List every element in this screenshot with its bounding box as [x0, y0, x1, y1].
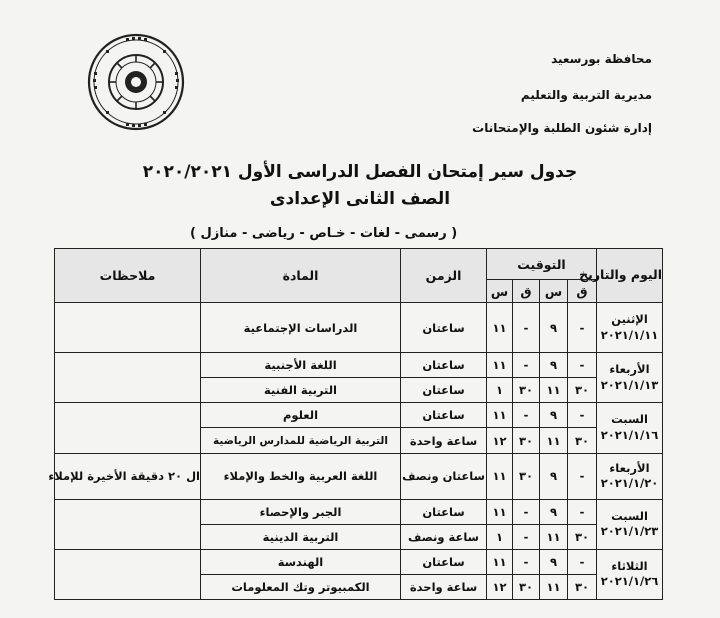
start-minutes: ٣٠	[568, 378, 597, 403]
header-notes: ملاحظات	[55, 249, 201, 303]
subject-cell: اللغة الأجنبية	[201, 353, 401, 378]
start-minutes: ٣٠	[568, 428, 597, 453]
official-seal-icon	[86, 32, 186, 132]
exam-date: ٢٠٢١/١/١٦	[600, 427, 659, 442]
start-minutes: -	[568, 353, 597, 378]
start-hour: ١١	[540, 574, 568, 599]
governorate-label: محافظة بورسعيد	[551, 52, 652, 66]
end-hour: ١١	[487, 453, 513, 499]
header-duration: الزمن	[401, 249, 487, 303]
day-name: الإثنين	[611, 312, 648, 327]
start-hour: ٩	[540, 353, 568, 378]
subject-cell: الجبر والإحصاء	[201, 499, 401, 524]
end-minutes: -	[513, 303, 540, 353]
schedule-table	[48, 248, 663, 600]
end-minutes: -	[513, 499, 540, 524]
department-label: إدارة شئون الطلبة والإمتحانات	[472, 121, 652, 135]
notes-cell	[55, 499, 201, 549]
subject-cell: العلوم	[201, 403, 401, 428]
start-hour: ٩	[540, 453, 568, 499]
end-hour: ١١	[487, 549, 513, 574]
school-tracks: ( رسمى - لغات - خـاص - رياضى - منازل )	[190, 226, 458, 241]
exam-date: ٢٠٢١/١/١١	[600, 327, 659, 342]
end-hour: ١١	[487, 499, 513, 524]
duration-cell: ساعة واحدة	[401, 574, 487, 599]
directorate-label: مديرية التربية والتعليم	[520, 88, 652, 102]
day-date-cell	[597, 499, 663, 549]
subject-cell: التربية الرياضية للمدارس الرياضية	[201, 428, 401, 453]
exam-date: ٢٠٢١/١/٢٦	[600, 574, 659, 589]
day-name: السبت	[611, 508, 648, 523]
header-subject: المادة	[201, 249, 401, 303]
end-hour: ١٢	[487, 428, 513, 453]
subject-cell: الدراسات الإجتماعية	[201, 303, 401, 353]
day-date-cell	[597, 303, 663, 353]
start-hour: ١١	[540, 428, 568, 453]
subject-cell: التربية الفنية	[201, 378, 401, 403]
end-hour: ١١	[487, 353, 513, 378]
duration-cell: ساعتان	[401, 353, 487, 378]
start-minutes: ٣٠	[568, 574, 597, 599]
day-date-cell	[597, 353, 663, 403]
subject-cell: الهندسة	[201, 549, 401, 574]
end-minutes: ٣٠	[513, 574, 540, 599]
exam-date: ٢٠٢١/١/٢٠	[600, 476, 659, 491]
end-hour: ١	[487, 378, 513, 403]
start-hour: ١١	[540, 524, 568, 549]
start-hour: ٩	[540, 499, 568, 524]
header-to-minutes: ق	[513, 280, 540, 303]
start-minutes: -	[568, 549, 597, 574]
duration-cell: ساعة ونصف	[401, 524, 487, 549]
table-row	[55, 499, 663, 524]
table-row	[55, 403, 663, 428]
duration-cell: ساعتان ونصف	[401, 453, 487, 499]
subject-cell: الكمبيوتر وتك المعلومات	[201, 574, 401, 599]
notes-cell	[55, 353, 201, 403]
end-minutes: -	[513, 353, 540, 378]
exam-date: ٢٠٢١/١/١٣	[600, 377, 659, 392]
end-hour: ١١	[487, 303, 513, 353]
start-minutes: -	[568, 453, 597, 499]
day-date-cell	[597, 549, 663, 599]
day-name: السبت	[611, 412, 648, 427]
duration-cell: ساعتان	[401, 378, 487, 403]
end-hour: ١٢	[487, 574, 513, 599]
notes-cell: ال ٢٠ دقيقة الأخيرة للإملاء	[55, 453, 201, 499]
header-from-hours: س	[540, 280, 568, 303]
subject-cell: التربية الدينية	[201, 524, 401, 549]
duration-cell: ساعتان	[401, 303, 487, 353]
end-hour: ١١	[487, 403, 513, 428]
day-date-cell	[597, 453, 663, 499]
start-hour: ٩	[540, 549, 568, 574]
duration-cell: ساعتان	[401, 549, 487, 574]
end-minutes: ٣٠	[513, 428, 540, 453]
duration-cell: ساعة واحدة	[401, 428, 487, 453]
start-hour: ٩	[540, 403, 568, 428]
table-row	[55, 353, 663, 378]
end-minutes: -	[513, 403, 540, 428]
duration-cell: ساعتان	[401, 403, 487, 428]
day-name: الأربعاء	[609, 362, 650, 377]
end-minutes: -	[513, 549, 540, 574]
day-date-cell	[597, 403, 663, 453]
end-minutes: ٣٠	[513, 453, 540, 499]
end-hour: ١	[487, 524, 513, 549]
end-minutes: ٣٠	[513, 378, 540, 403]
notes-cell	[55, 403, 201, 453]
table-row	[55, 549, 663, 574]
header-timing: التوقيت	[487, 249, 597, 280]
subject-cell: اللغة العربية والخط والإملاء	[201, 453, 401, 499]
schedule-table-wrapper	[48, 248, 662, 600]
end-minutes: -	[513, 524, 540, 549]
notes-cell	[55, 303, 201, 353]
start-hour: ١١	[540, 378, 568, 403]
header-day-date: اليوم والتاريخ	[597, 249, 663, 303]
grade-title: الصف الثانى الإعدادى	[269, 189, 451, 209]
duration-cell: ساعتان	[401, 499, 487, 524]
header-from-minutes: ق	[568, 280, 597, 303]
notes-cell	[55, 549, 201, 599]
start-minutes: ٣٠	[568, 524, 597, 549]
table-row	[55, 453, 663, 499]
start-minutes: -	[568, 403, 597, 428]
header-to-hours: س	[487, 280, 513, 303]
schedule-title: جدول سير إمتحان الفصل الدراسى الأول ٢٠٢٠/٢٠٢١	[142, 162, 578, 182]
day-name: الثلاثاء	[611, 558, 648, 573]
schedule-body	[48, 303, 663, 600]
start-minutes: -	[568, 499, 597, 524]
start-minutes: -	[568, 303, 597, 353]
exam-date: ٢٠٢١/١/٢٣	[600, 524, 659, 539]
start-hour: ٩	[540, 303, 568, 353]
day-name: الأربعاء	[609, 460, 650, 475]
table-row	[55, 303, 663, 353]
